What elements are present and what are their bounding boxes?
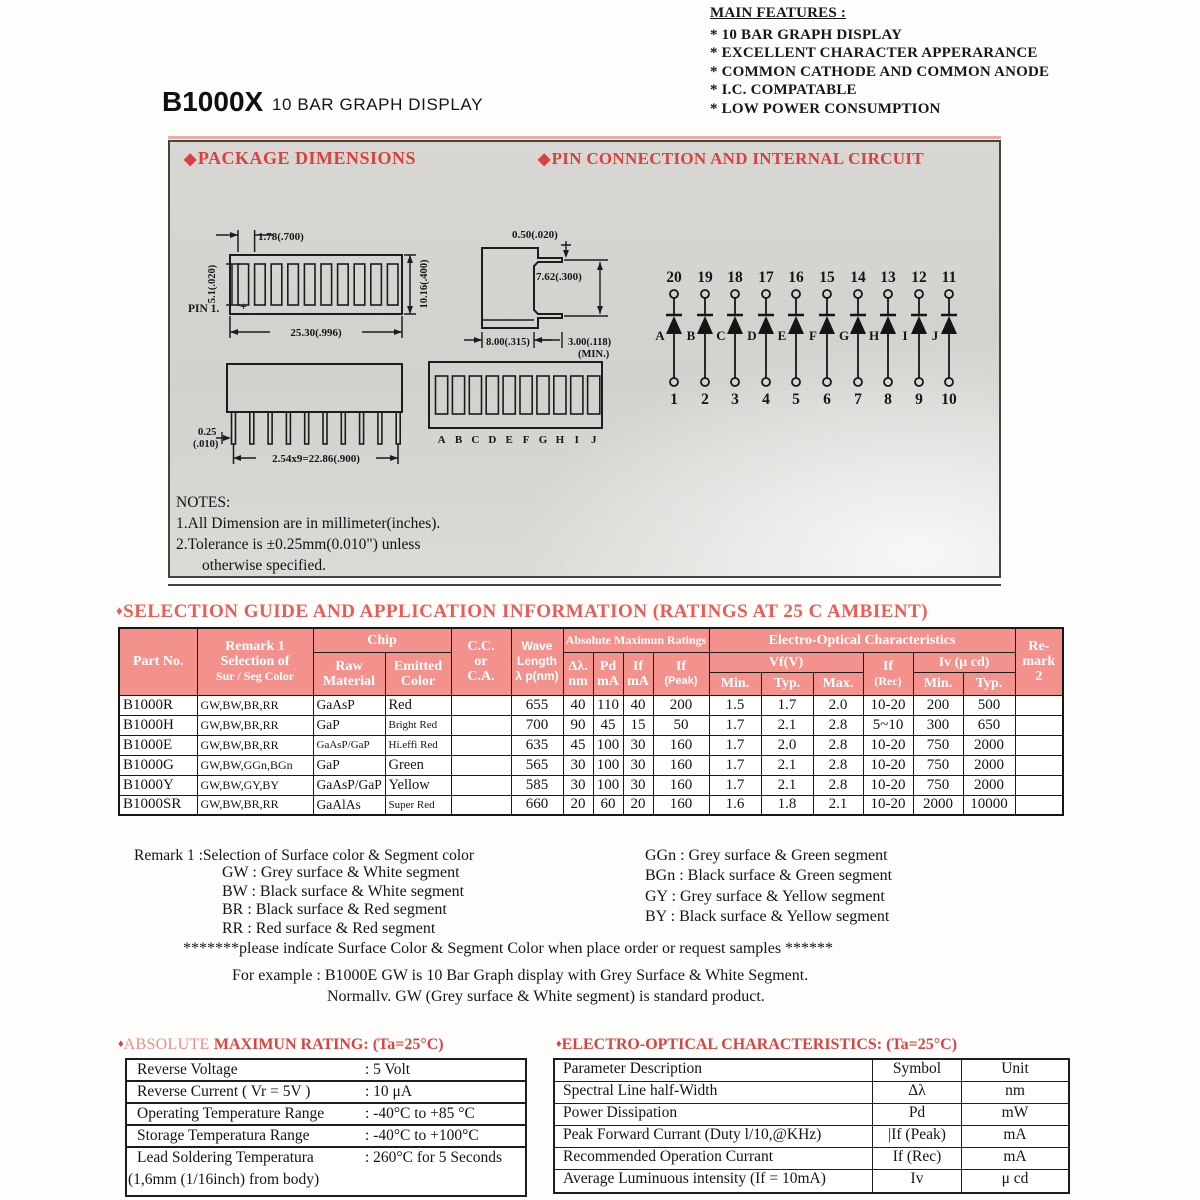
diagram-panel — [168, 140, 1001, 578]
table-cell: 750 — [913, 775, 963, 795]
circuit-bottom-pin: 10 — [941, 391, 957, 408]
remark1-item: GW : Grey surface & White segment — [222, 864, 460, 881]
table-row — [127, 1060, 525, 1082]
table-cell: 160 — [653, 775, 709, 795]
eo-table — [553, 1058, 1070, 1194]
table-cell: If (Rec) — [873, 1148, 962, 1169]
table-cell — [451, 795, 511, 815]
circuit-segment-letter: E — [777, 328, 787, 343]
dim-label-lead-spacing: 7.62(.300) — [536, 271, 582, 283]
table-cell: GW,BW,GGn,BGn — [197, 755, 313, 775]
col-header-abs-max: Absolute Maximun Ratings — [563, 628, 709, 652]
table-cell: 30 — [563, 755, 593, 775]
remark1-item: BY : Black surface & Yellow segment — [645, 907, 890, 925]
param-label: Lead Soldering Temperatura — [137, 1149, 314, 1166]
param-value: : -40°C to +85 °C — [365, 1105, 475, 1122]
table-cell: Iv — [873, 1170, 962, 1192]
note-line: otherwise specified. — [202, 557, 326, 574]
table-cell: GW,BW,BR,RR — [197, 695, 313, 715]
table-cell: |If (Peak) — [873, 1126, 962, 1147]
front-segment-letter: B — [454, 434, 463, 446]
table-cell: B1000SR — [119, 795, 197, 815]
table-cell: 1.7 — [709, 775, 761, 795]
table-cell: 40 — [563, 695, 593, 715]
col-header-if: If mA — [623, 652, 653, 695]
table-row — [127, 1104, 525, 1126]
param-value: : 260°C for 5 Seconds — [365, 1149, 503, 1166]
col-header-iv-typ: Typ. — [963, 672, 1015, 695]
diamond-icon: ◆ — [538, 151, 551, 168]
table-cell: 200 — [653, 695, 709, 715]
table-row — [555, 1104, 1068, 1126]
table-cell: 100 — [593, 755, 623, 775]
table-cell: GaAsP/GaP — [313, 735, 385, 755]
circuit-bottom-pin: 6 — [823, 391, 831, 408]
circuit-segment-letter: G — [838, 328, 850, 343]
table-cell — [1015, 775, 1063, 795]
circuit-bottom-pin: 3 — [731, 391, 739, 408]
remark1-title: Remark 1 :Selection of Surface color & Segment color — [134, 847, 475, 864]
table-cell: 50 — [653, 715, 709, 735]
circuit-bottom-pin: 1 — [670, 391, 678, 408]
col-header-emitted-color: Emitted Color — [385, 652, 451, 695]
table-cell: 45 — [593, 715, 623, 735]
table-cell: 1.6 — [709, 795, 761, 815]
circuit-top-pin: 17 — [758, 269, 774, 286]
table-cell — [451, 775, 511, 795]
front-view-diagram — [429, 362, 602, 428]
pin1-label: PIN 1. — [188, 303, 220, 315]
table-cell: 100 — [593, 735, 623, 755]
table-cell: Recommended Operation Currant — [555, 1148, 873, 1169]
table-cell: 160 — [653, 755, 709, 775]
table-cell: Yellow — [385, 775, 451, 795]
dim-label-pin-width: 0.25 — [198, 427, 217, 438]
bottom-view-diagram — [216, 364, 402, 464]
param-value: : 5 Volt — [365, 1061, 411, 1078]
table-row — [119, 775, 1063, 795]
table-cell: Red — [385, 695, 451, 715]
circuit-top-pin: 16 — [788, 269, 804, 286]
front-segment-letter: F — [522, 434, 530, 446]
col-header-unit: Unit — [1001, 1060, 1029, 1077]
circuit-top-pin: 15 — [819, 269, 835, 286]
table-cell: 160 — [653, 735, 709, 755]
page-title-model: B1000X — [162, 86, 264, 117]
table-cell: GaP — [313, 755, 385, 775]
feature-item: * COMMON CATHODE AND COMMON ANODE — [710, 63, 1050, 80]
table-row — [119, 795, 1063, 815]
dim-label-total-height: 10.16(.400) — [419, 259, 430, 309]
param-label: Reverse Voltage — [137, 1061, 238, 1078]
table-cell: B1000R — [119, 695, 197, 715]
dim-label-lead-thickness: 0.50(.020) — [512, 229, 558, 241]
col-header-selection: Remark 1 Selection of Sur / Seg Color — [197, 628, 313, 695]
abs-max-heading: ♦ABSOLUTE MAXIMUN RATING: (Ta=25°C) — [118, 1036, 444, 1053]
table-cell: 10-20 — [863, 795, 913, 815]
feature-item: * 10 BAR GRAPH DISPLAY — [710, 27, 903, 43]
circuit-bottom-pin: 5 — [792, 391, 800, 408]
table-cell: 2.0 — [761, 735, 813, 755]
abs-max-table — [125, 1058, 527, 1197]
main-features-block — [710, 5, 1190, 118]
front-segment-letter: H — [555, 434, 565, 446]
table-cell: 5~10 — [863, 715, 913, 735]
table-cell: Peak Forward Currant (Duty l/10,@KHz) — [555, 1126, 873, 1147]
table-cell: 650 — [963, 715, 1015, 735]
col-header-vf-typ: Typ. — [761, 672, 813, 695]
table-cell: 100 — [593, 775, 623, 795]
table-row — [555, 1082, 1068, 1104]
circuit-bottom-pin: 8 — [884, 391, 892, 408]
dim-label-total-width: 25.30(.996) — [290, 327, 342, 339]
table-cell: 2.8 — [813, 775, 863, 795]
col-header-pd: Pd mA — [593, 652, 623, 695]
table-cell: 160 — [653, 795, 709, 815]
panel-bottom-rule — [168, 584, 1001, 586]
col-header-vf: Vf(V) — [709, 652, 863, 672]
table-cell: 660 — [511, 795, 563, 815]
dim-label-pin-pitch: 2.54x9=22.86(.900) — [272, 453, 360, 465]
table-cell: B1000E — [119, 735, 197, 755]
remark1-item: BR : Black surface & Red segment — [222, 901, 447, 919]
pin1-plus-mark: + — [240, 299, 247, 313]
table-cell: 750 — [913, 735, 963, 755]
table-cell: GW,BW,GY,BY — [197, 775, 313, 795]
table-row — [119, 755, 1063, 775]
circuit-top-pin: 19 — [697, 269, 713, 286]
table-cell: 2.1 — [761, 755, 813, 775]
feature-item: * EXCELLENT CHARACTER APPERARANCE — [710, 45, 1038, 62]
remark1-order-note: *******please indícate Surface Color & Segment Color when place order or request samples ****** — [183, 940, 834, 957]
table-cell: 10-20 — [863, 775, 913, 795]
table-row — [555, 1126, 1068, 1148]
col-header-remark2: Re- mark 2 — [1015, 628, 1063, 695]
table-cell: B1000Y — [119, 775, 197, 795]
circuit-top-pin: 14 — [850, 269, 866, 286]
table-cell: 30 — [623, 755, 653, 775]
panel-top-accent — [168, 136, 1001, 139]
table-cell — [451, 755, 511, 775]
table-cell: 565 — [511, 755, 563, 775]
circuit-top-pin: 18 — [727, 269, 743, 286]
table-cell: GaAsP — [313, 695, 385, 715]
circuit-top-pin: 11 — [941, 269, 957, 286]
table-cell: 2000 — [913, 795, 963, 815]
table-cell: 10-20 — [863, 755, 913, 775]
table-cell: 10-20 — [863, 735, 913, 755]
param-label-line2: (1,6mm (1/16inch) from body) — [128, 1171, 320, 1188]
table-cell: 60 — [593, 795, 623, 815]
param-label: Reverse Current ( Vr = 5V ) — [137, 1083, 311, 1100]
table-cell: mA — [1003, 1126, 1027, 1143]
table-cell — [1015, 735, 1063, 755]
table-cell: 45 — [563, 735, 593, 755]
table-row — [127, 1126, 525, 1148]
remark1-left-list — [222, 864, 464, 938]
front-segment-letter: A — [437, 434, 446, 446]
circuit-bottom-pin: 9 — [915, 391, 923, 408]
table-cell: 1.7 — [709, 755, 761, 775]
table-row — [127, 1148, 525, 1195]
col-header-if-peak: If (Peak) — [653, 652, 709, 695]
table-cell: Average Luminuous intensity (If = 10mA) — [555, 1170, 873, 1192]
table-cell — [451, 735, 511, 755]
remark1-right-list — [645, 846, 892, 927]
table-cell: 110 — [593, 695, 623, 715]
table-cell: 2.0 — [813, 695, 863, 715]
col-header-vf-min: Min. — [709, 672, 761, 695]
table-cell — [1015, 755, 1063, 775]
diamond-icon: ♦ — [556, 1038, 562, 1050]
feature-item: * I.C. COMPATABLE — [710, 82, 857, 99]
remark1-item: GY : Grey surface & Yellow segment — [645, 887, 885, 905]
param-value: : 10 μA — [365, 1083, 413, 1100]
table-cell: mW — [1001, 1104, 1029, 1121]
table-cell: 700 — [511, 715, 563, 735]
circuit-top-pin: 13 — [880, 269, 896, 286]
table-cell: 10-20 — [863, 695, 913, 715]
front-segment-letter: I — [574, 434, 579, 446]
remark1-example-line1: For example : B1000E GW is 10 Bar Graph display with Grey Surface & White Segment. — [232, 967, 809, 984]
table-cell: 2000 — [963, 735, 1015, 755]
col-header-iv-min: Min. — [913, 672, 963, 695]
table-cell: Power Dissipation — [555, 1104, 873, 1125]
front-segment-letter: G — [538, 434, 548, 446]
param-label: Operating Temperature Range — [137, 1105, 325, 1122]
table-row — [119, 735, 1063, 755]
notes-block — [176, 492, 440, 576]
table-cell: 635 — [511, 735, 563, 755]
main-features-title: MAIN FEATURES : — [710, 5, 847, 21]
table-cell: GaP — [313, 715, 385, 735]
table-cell: Green — [385, 755, 451, 775]
package-dimensions-heading: ◆PACKAGE DIMENSIONS — [184, 148, 417, 168]
table-row — [127, 1082, 525, 1104]
col-header-part-no: Part No. — [119, 628, 197, 695]
page-title-description: 10 BAR GRAPH DISPLAY — [272, 95, 484, 114]
circuit-top-pin: 12 — [911, 269, 927, 286]
dim-label-lead-length-min: (MIN.) — [578, 349, 610, 360]
table-cell: 585 — [511, 775, 563, 795]
table-cell: 30 — [623, 735, 653, 755]
table-cell — [1015, 715, 1063, 735]
circuit-bottom-pin: 7 — [854, 391, 862, 408]
col-header-chip: Chip — [313, 628, 451, 652]
table-cell: μ cd — [1001, 1170, 1029, 1187]
circuit-top-pin: 20 — [666, 269, 682, 286]
remark1-item: BGn : Black surface & Green segment — [645, 867, 893, 885]
diamond-icon: ♦ — [116, 603, 124, 618]
dim-label-seg-height: 5.1(.020) — [207, 264, 218, 304]
table-cell: mA — [1003, 1148, 1027, 1165]
param-value: : -40°C to +100°C — [365, 1127, 479, 1144]
table-cell: 1.7 — [709, 735, 761, 755]
table-cell: 2.1 — [813, 795, 863, 815]
table-cell: 655 — [511, 695, 563, 715]
table-cell: Super Red — [385, 795, 451, 815]
table-cell: 90 — [563, 715, 593, 735]
selection-guide-heading: ♦SELECTION GUIDE AND APPLICATION INFORMATION (RATINGS AT 25 C AMBIENT) — [116, 601, 929, 622]
table-row — [119, 695, 1063, 715]
table-cell: GaAsP/GaP — [313, 775, 385, 795]
table-cell: 2000 — [963, 775, 1015, 795]
table-cell: GW,BW,BR,RR — [197, 795, 313, 815]
circuit-segment-letter: D — [747, 328, 757, 343]
circuit-segment-letter: B — [686, 328, 696, 343]
col-header-delta-lambda: Δλ. nm — [563, 652, 593, 695]
table-cell — [451, 715, 511, 735]
table-cell: 1.8 — [761, 795, 813, 815]
circuit-segment-letter: J — [931, 328, 939, 343]
dim-label-seg-width: 1.78(.700) — [258, 231, 304, 243]
table-cell: 15 — [623, 715, 653, 735]
table-cell: B1000H — [119, 715, 197, 735]
table-cell: 750 — [913, 755, 963, 775]
note-line: 1.All Dimension are in millimeter(inches). — [176, 515, 441, 532]
eo-heading: ♦ELECTRO-OPTICAL CHARACTERISTICS: (Ta=25°C) — [556, 1036, 958, 1053]
table-cell: Δλ — [873, 1082, 962, 1103]
col-header-vf-max: Max. — [813, 672, 863, 695]
front-segment-letter: J — [590, 434, 597, 446]
table-cell: Bright Red — [385, 715, 451, 735]
param-label: Storage Temperatura Range — [137, 1127, 310, 1144]
table-cell: 2000 — [963, 755, 1015, 775]
remark1-item: RR : Red surface & Red segment — [222, 919, 436, 937]
table-cell — [1015, 795, 1063, 815]
side-view-diagram — [464, 241, 608, 348]
table-cell: 10000 — [963, 795, 1015, 815]
table-cell: 1.7 — [709, 715, 761, 735]
circuit-bottom-pin: 2 — [701, 391, 709, 408]
table-header-row — [555, 1060, 1068, 1082]
col-header-symbol: Symbol — [873, 1060, 962, 1081]
table-cell: 20 — [623, 795, 653, 815]
circuit-segment-letter: A — [655, 328, 665, 343]
col-header-iv: Iv (μ cd) — [913, 652, 1015, 672]
table-cell — [451, 695, 511, 715]
col-header-if-rec: If (Rec) — [863, 652, 913, 695]
table-cell: 2.8 — [813, 715, 863, 735]
table-row — [555, 1148, 1068, 1170]
diamond-icon: ♦ — [118, 1038, 124, 1050]
table-cell: 30 — [563, 775, 593, 795]
front-segment-letter: E — [505, 434, 513, 446]
circuit-bottom-pin: 4 — [762, 391, 770, 408]
dim-label-pin-width-in: (.010) — [193, 439, 219, 450]
table-cell: 200 — [913, 695, 963, 715]
note-line: 2.Tolerance is ±0.25mm(0.010") unless — [176, 536, 421, 553]
front-segment-letter: C — [471, 434, 480, 446]
circuit-segment-letter: I — [902, 328, 908, 343]
front-segment-letter: D — [488, 434, 497, 446]
col-header-wavelength: Wave Length λ p(nm) — [511, 628, 563, 695]
table-cell: nm — [1005, 1082, 1025, 1099]
col-header-electro-optical: Electro-Optical Characteristics — [709, 628, 1015, 652]
selection-table — [118, 627, 1064, 816]
table-cell: GW,BW,BR,RR — [197, 715, 313, 735]
table-cell: 300 — [913, 715, 963, 735]
table-cell: 500 — [963, 695, 1015, 715]
diamond-icon: ◆ — [184, 151, 197, 168]
top-view-diagram — [216, 230, 416, 338]
table-row — [119, 715, 1063, 735]
table-cell: Hi.effi Red — [385, 735, 451, 755]
dim-label-lead-length: 3.00(.118) — [568, 337, 612, 348]
table-cell: Pd — [873, 1104, 962, 1125]
remark1-example-line2: Normallv. GW (Grey surface & White segment) is standard product. — [327, 988, 765, 1005]
remark1-item: GGn : Grey surface & Green segment — [645, 847, 888, 864]
remark1-item: BW : Black surface & White segment — [222, 882, 465, 900]
table-cell: 2.8 — [813, 735, 863, 755]
table-cell: 2.1 — [761, 775, 813, 795]
pin-connection-heading: ◆PIN CONNECTION AND INTERNAL CIRCUIT — [538, 149, 924, 168]
table-cell: 1.5 — [709, 695, 761, 715]
table-cell: 30 — [623, 775, 653, 795]
table-cell: 40 — [623, 695, 653, 715]
table-row — [555, 1170, 1068, 1192]
table-cell: 20 — [563, 795, 593, 815]
table-cell: B1000G — [119, 755, 197, 775]
col-header-raw-material: Raw Material — [313, 652, 385, 695]
table-cell: GaAlAs — [313, 795, 385, 815]
circuit-segment-letter: H — [868, 328, 880, 343]
col-header-cc-ca: C.C. or C.A. — [451, 628, 511, 695]
table-cell: GW,BW,BR,RR — [197, 735, 313, 755]
table-cell: Spectral Line half-Width — [555, 1082, 873, 1103]
table-cell — [1015, 695, 1063, 715]
table-cell: 2.1 — [761, 715, 813, 735]
notes-title: NOTES: — [176, 494, 231, 511]
col-header-parameter: Parameter Description — [555, 1060, 873, 1081]
circuit-segment-letter: F — [809, 328, 817, 343]
dim-label-body-width: 8.00(.315) — [486, 337, 530, 348]
feature-item: * LOW POWER CONSUMPTION — [710, 100, 941, 117]
table-cell: 2.8 — [813, 755, 863, 775]
table-cell: 1.7 — [761, 695, 813, 715]
circuit-segment-letter: C — [716, 328, 726, 343]
